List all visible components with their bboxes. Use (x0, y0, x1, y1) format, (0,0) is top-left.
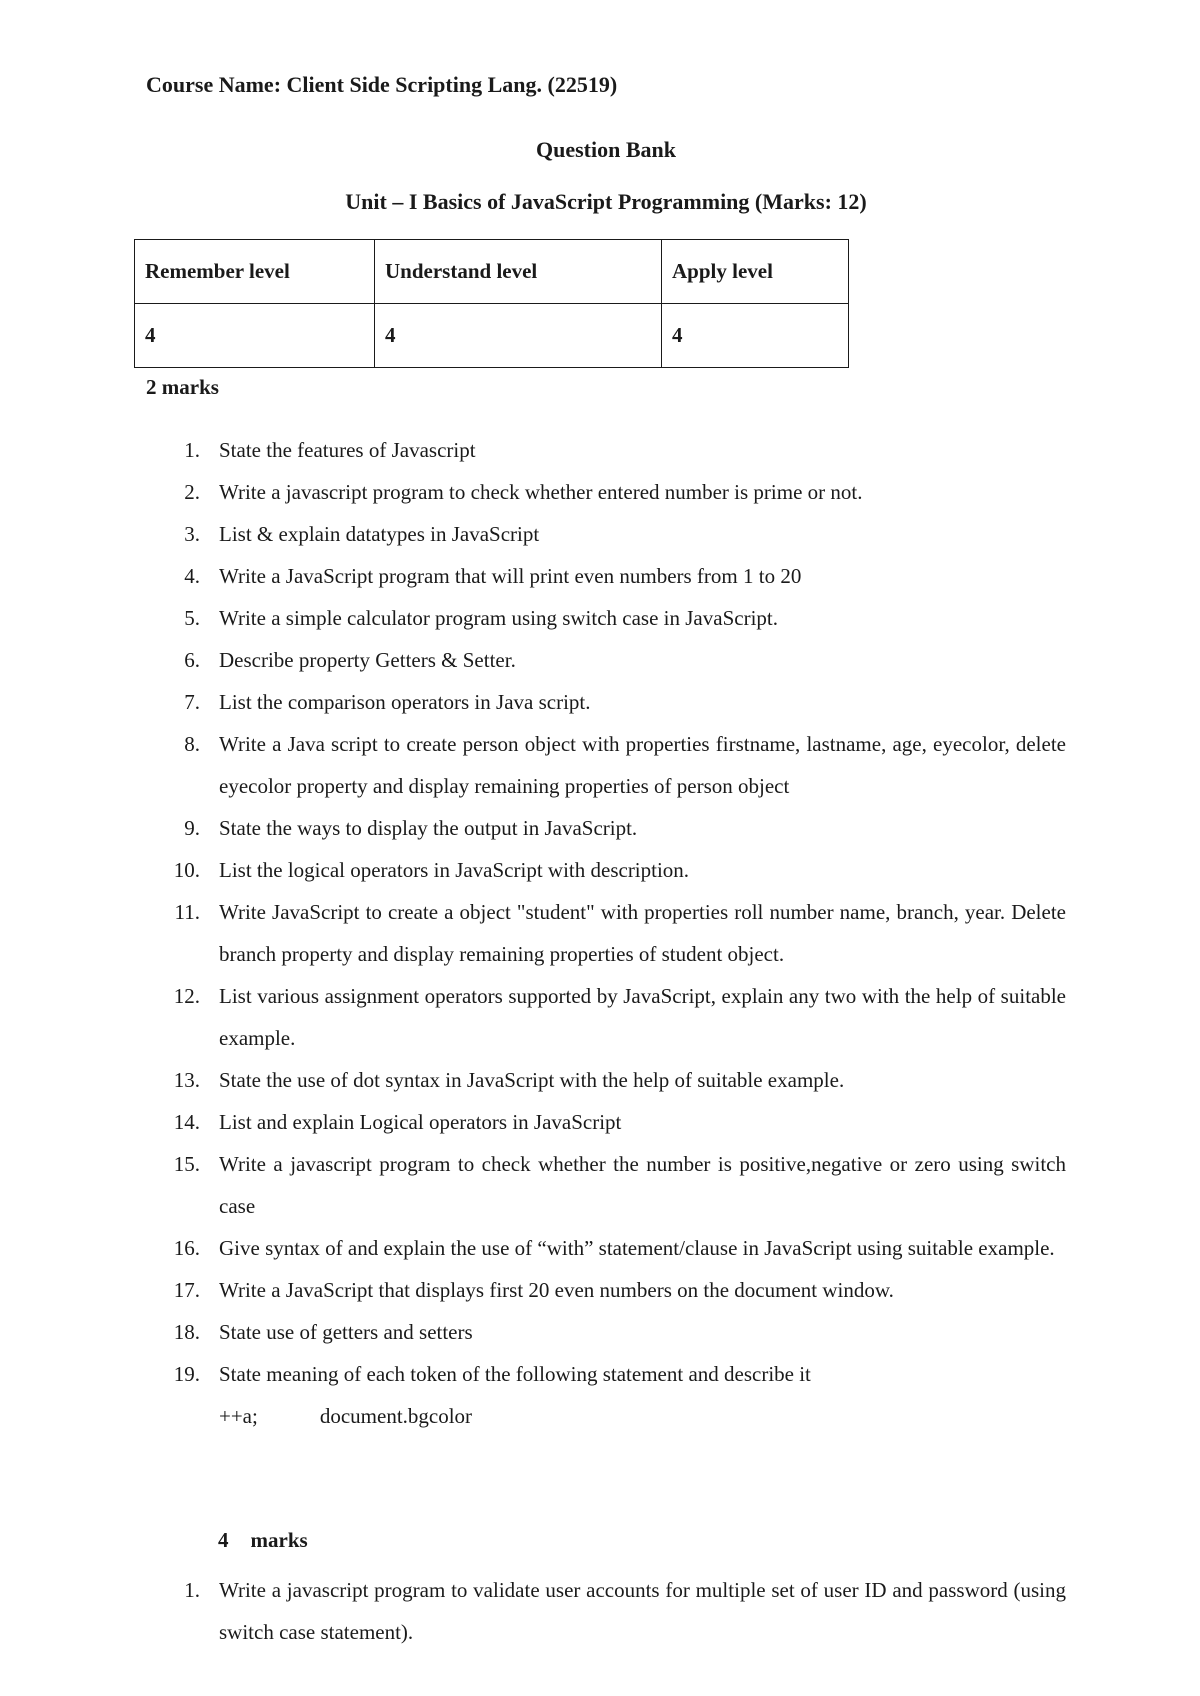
question-item (146, 1353, 1066, 1437)
question-text: Write a Java script to create person object with properties firstname, lastname, age, eyecolor, delete eyecolor property and display remaining properties of person object (219, 732, 1066, 798)
question-number: 18. (173, 1320, 200, 1344)
question-item (146, 1269, 1066, 1311)
unit-title: Unit – I Basics of JavaScript Programming (Marks: 12) (345, 189, 867, 214)
question-item (146, 975, 1066, 1059)
two-marks-heading: 2 marks (146, 375, 219, 399)
question-item (146, 639, 1066, 681)
question-item (146, 429, 1066, 471)
question-item (146, 681, 1066, 723)
question-item (146, 1143, 1066, 1227)
question-number: 2. (184, 480, 200, 504)
question-number: 17. (173, 1278, 200, 1302)
four-marks-question-list (146, 1569, 1066, 1653)
levels-header-row (135, 240, 849, 304)
four-marks-word: marks (250, 1528, 308, 1552)
question-number: 6. (184, 648, 200, 672)
question-item (146, 723, 1066, 807)
question-item (146, 555, 1066, 597)
value-understand-level: 4 (375, 304, 662, 368)
question-item (146, 1101, 1066, 1143)
question-text: Give syntax of and explain the use of “with” statement/clause in JavaScript using suitable example. (219, 1236, 1055, 1260)
header-apply-level: Apply level (662, 240, 849, 304)
question-number: 19. (173, 1362, 200, 1386)
token-document-bgcolor: document.bgcolor (319, 1404, 473, 1428)
question-item (146, 849, 1066, 891)
question-text: List various assignment operators supported by JavaScript, explain any two with the help of suitable example. (219, 984, 1066, 1050)
question-number: 11. (174, 900, 200, 924)
four-marks-heading (218, 1528, 308, 1553)
two-marks-question-list (146, 429, 1066, 1437)
question-item (146, 891, 1066, 975)
value-remember-level: 4 (135, 304, 375, 368)
question-text: Write a JavaScript program that will print even numbers from 1 to 20 (219, 564, 802, 588)
token-line (219, 1404, 472, 1428)
header-understand-level: Understand level (375, 240, 662, 304)
levels-value-row (135, 304, 849, 368)
question-text: List & explain datatypes in JavaScript (219, 522, 540, 546)
token-increment: ++a; (219, 1404, 258, 1428)
question-text: Write a javascript program to check whether the number is positive,negative or zero using switch case (219, 1152, 1066, 1218)
question-text: List and explain Logical operators in JavaScript (219, 1110, 622, 1134)
question-item (146, 807, 1066, 849)
question-number: 10. (173, 858, 200, 882)
question-number: 1. (184, 438, 200, 462)
question-number: 1. (184, 1578, 200, 1602)
question-text: Write a javascript program to check whether entered number is prime or not. (219, 480, 863, 504)
question-text: Write a simple calculator program using switch case in JavaScript. (219, 606, 778, 630)
question-text: Write a javascript program to validate user accounts for multiple set of user ID and password (using switch case statement). (219, 1578, 1066, 1644)
question-item (146, 471, 1066, 513)
question-item (146, 1311, 1066, 1353)
question-number: 3. (184, 522, 200, 546)
four-marks-number: 4 (218, 1528, 229, 1552)
value-apply-level: 4 (662, 304, 849, 368)
question-number: 12. (173, 984, 200, 1008)
question-item (146, 597, 1066, 639)
question-number: 13. (173, 1068, 200, 1092)
question-text: State the use of dot syntax in JavaScript with the help of suitable example. (219, 1068, 845, 1092)
question-number: 5. (184, 606, 200, 630)
question-item (146, 1059, 1066, 1101)
question-text: State meaning of each token of the following statement and describe it (219, 1362, 811, 1386)
question-text: List the logical operators in JavaScript with description. (219, 858, 690, 882)
question-text: List the comparison operators in Java script. (219, 690, 591, 714)
header-remember-level: Remember level (135, 240, 375, 304)
page-title: Question Bank (536, 137, 676, 162)
question-text: State use of getters and setters (219, 1320, 473, 1344)
question-item (146, 513, 1066, 555)
question-text: Write JavaScript to create a object "student" with properties roll number name, branch, year. Delete branch property and display remaining properties of student object. (219, 900, 1066, 966)
question-number: 8. (184, 732, 200, 756)
question-number: 4. (184, 564, 200, 588)
question-text: State the ways to display the output in JavaScript. (219, 816, 638, 840)
course-name: Course Name: Client Side Scripting Lang. (22519) (146, 72, 618, 97)
question-text: Write a JavaScript that displays first 20 even numbers on the document window. (219, 1278, 894, 1302)
levels-table (134, 239, 849, 368)
question-number: 15. (173, 1152, 200, 1176)
question-text: State the features of Javascript (219, 438, 476, 462)
question-text: Describe property Getters & Setter. (219, 648, 516, 672)
question-number: 16. (173, 1236, 200, 1260)
question-item (146, 1569, 1066, 1653)
question-item (146, 1227, 1066, 1269)
question-number: 9. (184, 816, 200, 840)
question-number: 7. (184, 690, 200, 714)
question-number: 14. (173, 1110, 200, 1134)
